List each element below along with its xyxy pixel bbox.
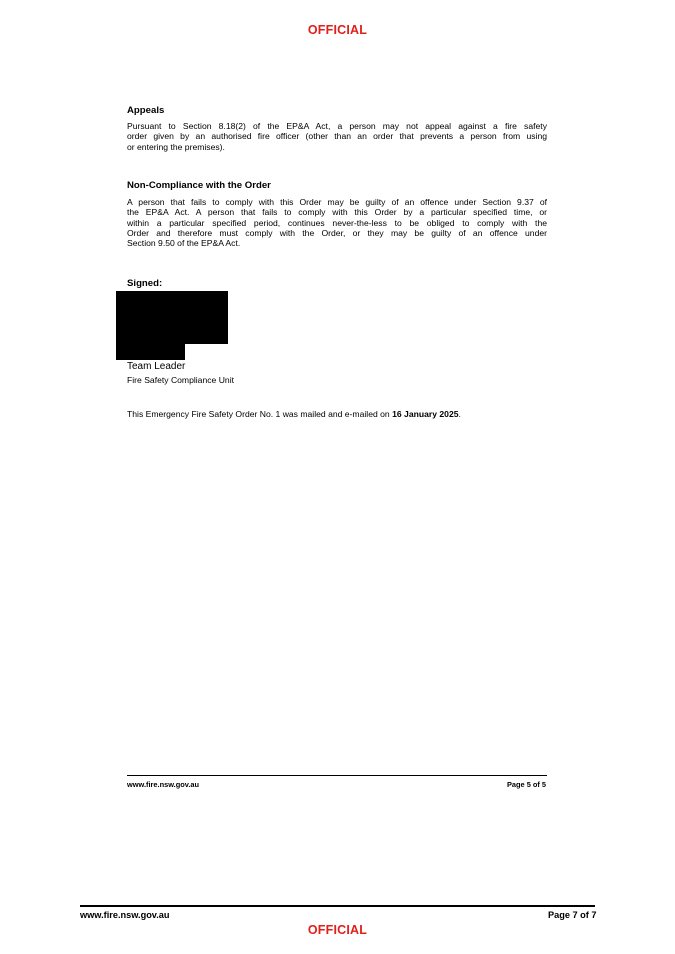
mailed-statement xyxy=(127,409,461,419)
appeals-text-line: order given by an authorised fire officer (other than an order that prevents a person from using xyxy=(127,131,547,142)
appeals-text-line: or entering the premises). xyxy=(127,141,225,152)
non-compliance-text-line: Section 9.50 of the EP&A Act. xyxy=(127,238,241,249)
signature-label-wrap xyxy=(127,278,547,289)
redacted-signature xyxy=(116,291,228,344)
appeals-text-line: Pursuant to Section 8.18(2) of the EP&A Act, a person may not appeal against a fire safety xyxy=(127,121,547,131)
signatory-unit: Fire Safety Compliance Unit xyxy=(127,375,234,385)
inner-footer-page: Page 5 of 5 xyxy=(507,780,547,789)
outer-footer-website: www.fire.nsw.gov.au xyxy=(80,910,170,920)
classification-header: OFFICIAL xyxy=(307,23,368,37)
non-compliance-text-line: within a particular specified period, continues never-the-less to be obliged to comply with the xyxy=(127,217,547,228)
appeals-heading: Appeals xyxy=(127,105,165,116)
non-compliance-text-line: the EP&A Act. A person that fails to comply with this Order by a particular specified time, or xyxy=(127,207,547,218)
non-compliance-text-line: A person that fails to comply with this Order may be guilty of an offence under Section 9.37 of xyxy=(127,197,547,207)
outer-footer-page: Page 7 of 7 xyxy=(548,910,597,920)
classification-footer: OFFICIAL xyxy=(307,923,368,937)
mailed-end: . xyxy=(458,409,461,419)
mailed-text: This Emergency Fire Safety Order No. 1 was mailed and e-mailed on xyxy=(127,409,393,419)
non-compliance-heading: Non-Compliance with the Order xyxy=(127,180,271,191)
non-compliance-text-line: Order and therefore must comply with the Order, or they may be guilty of an offence under xyxy=(127,227,547,238)
inner-footer-website: www.fire.nsw.gov.au xyxy=(127,780,199,789)
outer-footer-rule xyxy=(80,905,595,907)
signed-label: Signed: xyxy=(127,278,163,289)
signatory-title: Team Leader xyxy=(127,361,186,372)
appeals-section xyxy=(127,105,547,152)
mailed-date: 16 January 2025 xyxy=(392,409,459,419)
redacted-name xyxy=(116,344,185,360)
non-compliance-section xyxy=(127,180,547,248)
inner-footer-rule xyxy=(127,775,547,776)
